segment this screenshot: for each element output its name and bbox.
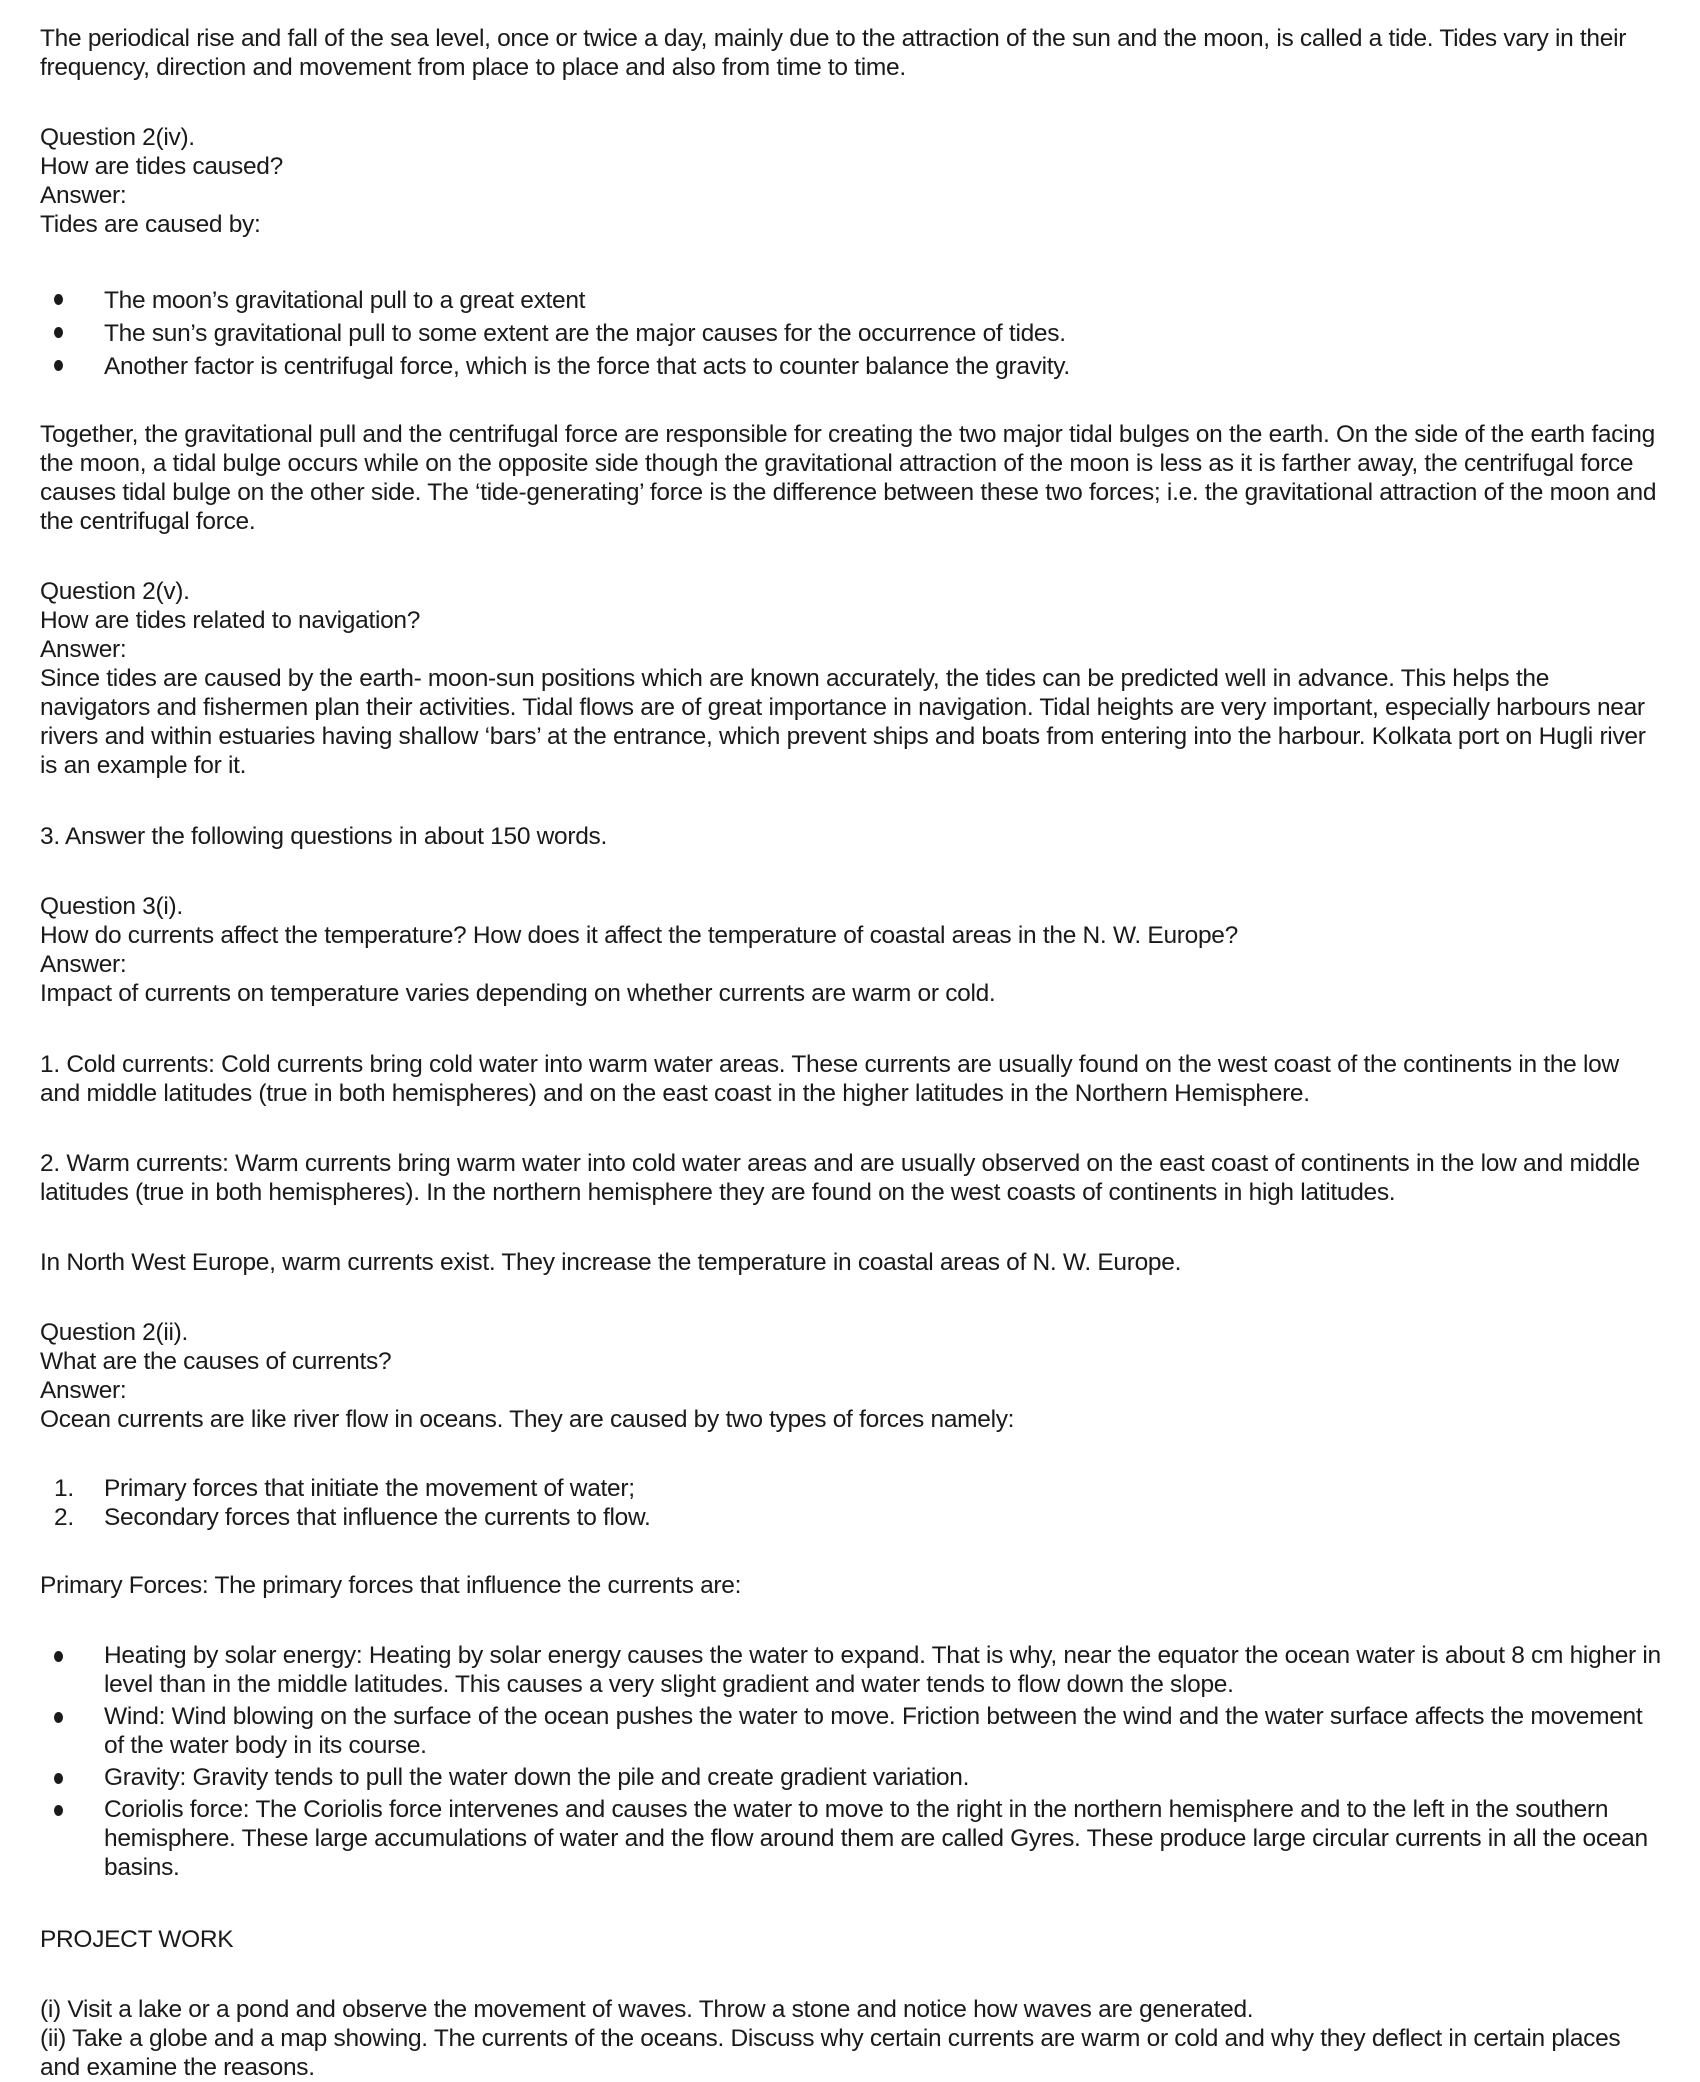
list-item: 1. Primary forces that initiate the movement of water;	[54, 1475, 635, 1502]
list-item: Heating by solar energy: Heating by solar energy causes the water to expand. That is why, near the equator the ocean water is about 8 cm higher in level than in the middle latitudes. This causes a very slight gradient and water tends to flow down the slope.	[40, 1641, 1665, 1699]
list-item: The sun’s gravitational pull to some extent are the major causes for the occurrence of tides.	[40, 317, 1665, 350]
question-2iv	[40, 123, 1665, 239]
answer-lead: Impact of currents on temperature varies depending on whether currents are warm or cold.	[40, 980, 996, 1007]
list-item: The moon’s gravitational pull to a great extent	[40, 284, 1665, 317]
intro-paragraph: The periodical rise and fall of the sea level, once or twice a day, mainly due to the attraction of the sun and the moon, is called a tide. Tides vary in their frequency, direction and movement from place to place and also from time to time.	[40, 25, 1627, 81]
question-text: What are the causes of currents?	[40, 1348, 392, 1375]
question-label: Question 3(i).	[40, 893, 183, 920]
list-number: 1.	[54, 1475, 74, 1502]
bullet-icon	[54, 1651, 63, 1662]
list-item: Coriolis force: The Coriolis force intervenes and causes the water to move to the right in the northern hemisphere and to the left in the southern hemisphere. These large accumulations of water and the flow around them are called Gyres. These produce large circular currents in all the ocean basins.	[40, 1795, 1665, 1882]
answer-text: Since tides are caused by the earth- moon-sun positions which are known accurately, the tides can be predicted well in advance. This helps the navigators and fishermen plan their activities. Tidal flows are of great importance in navigation. Tidal heights are very important, especially harbours near rivers and within estuaries having shallow ‘bars’ at the entrance, which prevent ships and boats from entering into the harbour. Kolkata port on Hugli river is an example for it.	[40, 665, 1646, 779]
bullet-icon	[54, 1805, 63, 1816]
bullet-icon	[54, 360, 63, 371]
primary-forces-list	[40, 1641, 1665, 1885]
answer-label: Answer:	[40, 951, 127, 978]
answer-lead: Tides are caused by:	[40, 211, 261, 238]
question-label: Question 2(iv).	[40, 124, 195, 151]
question-text: How do currents affect the temperature? How does it affect the temperature of coastal areas in the N. W. Europe?	[40, 922, 1238, 949]
list-item: Wind: Wind blowing on the surface of the ocean pushes the water to move. Friction between the wind and the water surface affects the movement of the water body in its course.	[40, 1702, 1665, 1760]
question-2ii	[40, 1318, 1665, 1434]
nw-europe-paragraph: In North West Europe, warm currents exist. They increase the temperature in coastal areas of N. W. Europe.	[40, 1249, 1182, 1276]
question-label: Question 2(v).	[40, 578, 190, 605]
project-item: (ii) Take a globe and a map showing. The currents of the oceans. Discuss why certain currents are warm or cold and why they deflect in certain places and examine the reasons.	[40, 2025, 1621, 2081]
question-text: How are tides related to navigation?	[40, 607, 421, 634]
bullet-icon	[54, 294, 63, 305]
list-item: 2. Secondary forces that influence the currents to flow.	[54, 1504, 651, 1531]
question-3i	[40, 892, 1665, 1008]
bullet-icon	[54, 327, 63, 338]
question-label: Question 2(ii).	[40, 1319, 189, 1346]
list-item: Gravity: Gravity tends to pull the water down the pile and create gradient variation.	[40, 1763, 1665, 1792]
project-item: (i) Visit a lake or a pond and observe the movement of waves. Throw a stone and notice how waves are generated.	[40, 1996, 1254, 2023]
cold-currents-paragraph: 1. Cold currents: Cold currents bring cold water into warm water areas. These currents are usually found on the west coast of the continents in the low and middle latitudes (true in both hemispheres) and on the east coast in the higher latitudes in the Northern Hemisphere.	[40, 1051, 1619, 1107]
list-number: 2.	[54, 1504, 74, 1531]
tidal-bulge-paragraph: Together, the gravitational pull and the centrifugal force are responsible for creating the two major tidal bulges on the earth. On the side of the earth facing the moon, a tidal bulge occurs while on the opposite side though the gravitational attraction of the moon is less as it is farther away, the centrifugal force causes tidal bulge on the other side. The ‘tide-generating’ force is the difference between these two forces; i.e. the gravitational attraction of the moon and the centrifugal force.	[40, 421, 1657, 535]
question-text: How are tides caused?	[40, 153, 283, 180]
project-work-heading: PROJECT WORK	[40, 1926, 234, 1953]
tide-causes-list	[40, 284, 1665, 383]
question-2v	[40, 577, 1665, 780]
force-types-list	[40, 1474, 1665, 1532]
answer-label: Answer:	[40, 182, 127, 209]
section-3-heading: 3. Answer the following questions in about 150 words.	[40, 823, 608, 850]
answer-label: Answer:	[40, 1377, 127, 1404]
project-work-items	[40, 1995, 1665, 2082]
list-item: Another factor is centrifugal force, which is the force that acts to counter balance the gravity.	[40, 350, 1665, 383]
primary-forces-lead: Primary Forces: The primary forces that influence the currents are:	[40, 1572, 742, 1599]
answer-label: Answer:	[40, 636, 127, 663]
bullet-icon	[54, 1773, 63, 1784]
bullet-icon	[54, 1712, 63, 1723]
answer-lead: Ocean currents are like river flow in oceans. They are caused by two types of forces namely:	[40, 1406, 1015, 1433]
warm-currents-paragraph: 2. Warm currents: Warm currents bring warm water into cold water areas and are usually observed on the east coast of continents in the low and middle latitudes (true in both hemispheres). In the northern hemisphere they are found on the west coasts of continents in high latitudes.	[40, 1150, 1640, 1206]
